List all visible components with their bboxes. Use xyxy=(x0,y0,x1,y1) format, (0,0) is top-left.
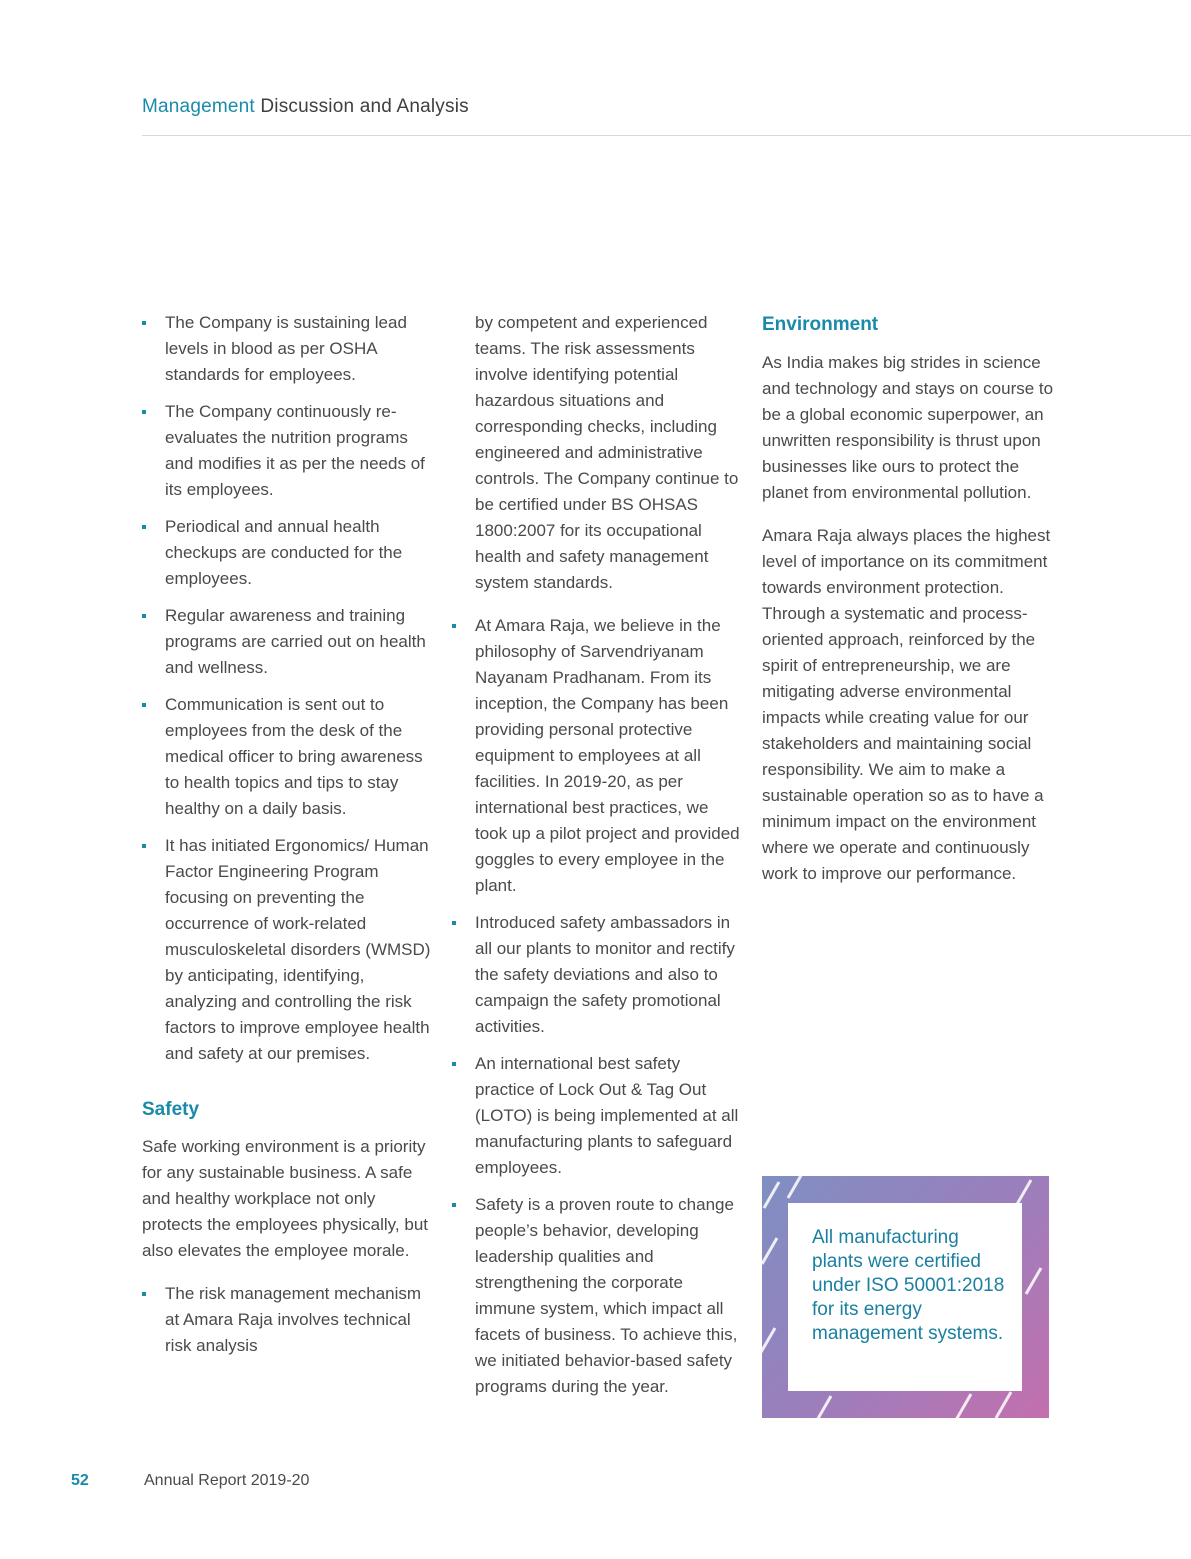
environment-paragraph: As India makes big strides in science and technology and stays on course to be a global economic superpower, an unwritten responsibility is thrust upon businesses like ours to protect the planet from environmental pollution. xyxy=(762,353,1054,502)
bullet-icon xyxy=(142,525,146,529)
footer-title: Annual Report 2019-20 xyxy=(144,1472,310,1489)
list-item: Communication is sent out to employees from the desk of the medical officer to bring awareness to health topics and tips to stay healthy on a daily basis. xyxy=(142,692,434,822)
environment-paragraph: Amara Raja always places the highest level of importance on its commitment towards environment protection. Through a systematic and process-oriented approach, reinforced by the spirit of entrepreneurship, we are mitigating adverse environmental impacts while creating value for our stakeholders and maintaining social responsibility. We aim to make a sustainable operation so as to have a minimum impact on the environment where we operate and continuously work to improve our performance. xyxy=(762,526,1051,883)
bullet-icon xyxy=(142,1292,146,1296)
list-item: The Company continuously re-evaluates the nutrition programs and modifies it as per the needs of its employees. xyxy=(142,399,434,503)
column-right xyxy=(762,310,1054,904)
header-divider xyxy=(142,135,1191,136)
list-item: It has initiated Ergonomics/ Human Factor Engineering Program focusing on preventing the occurrence of work-related musculoskeletal disorders (WMSD) by anticipating, identifying, analyzing and controlling the risk factors to improve employee health and safety at our premises. xyxy=(142,833,434,1067)
environment-heading: Environment xyxy=(762,314,879,335)
header-title: Discussion and Analysis xyxy=(260,96,469,117)
bullet-icon xyxy=(142,844,146,848)
list-item: The risk management mechanism at Amara Raja involves technical risk analysis xyxy=(142,1281,434,1359)
page-header xyxy=(142,96,469,118)
risk-bullet-continuation: by competent and experienced teams. The risk assessments involve identifying potential hazardous situations and corresponding checks, including engineered and administrative controls. The Company continue to be certified under BS OHSAS 1800:2007 for its occupational health and safety management system standards. xyxy=(475,313,739,592)
bullet-icon xyxy=(452,624,456,628)
risk-bullet-list xyxy=(142,1281,434,1359)
list-item: At Amara Raja, we believe in the philosophy of Sarvendriyanam Nayanam Pradhanam. From its inception, the Company has been providing personal protective equipment to employees at all facilities. In 2019-20, as per international best practices, we took up a pilot project and provided goggles to every employee in the plant. xyxy=(452,613,742,899)
list-item: An international best safety practice of Lock Out & Tag Out (LOTO) is being implemented at all manufacturing plants to safeguard employees. xyxy=(452,1051,742,1181)
header-accent: Management xyxy=(142,96,255,117)
safety-bullet-list xyxy=(452,613,742,1400)
callout-text: All manufacturing plants were certified under ISO 50001:2018 for its energy management systems. xyxy=(812,1227,1005,1344)
safety-heading: Safety xyxy=(142,1099,200,1120)
callout-text-container xyxy=(762,1176,1049,1418)
list-item: Safety is a proven route to change people’s behavior, developing leadership qualities and strengthening the corporate immune system, which impact all facets of business. To achieve this, we initiated behavior-based safety programs during the year. xyxy=(452,1192,742,1400)
page-number: 52 xyxy=(71,1472,89,1489)
column-left xyxy=(142,310,434,1370)
column-middle xyxy=(452,310,742,1411)
bullet-icon xyxy=(142,614,146,618)
bullet-icon xyxy=(452,1203,456,1207)
safety-paragraph: Safe working environment is a priority for any sustainable business. A safe and healthy workplace not only protects the employees physically, but also elevates the employee morale. xyxy=(142,1137,428,1260)
list-item: The Company is sustaining lead levels in blood as per OSHA standards for employees. xyxy=(142,310,434,388)
health-bullet-list xyxy=(142,310,434,1067)
bullet-icon xyxy=(142,321,146,325)
bullet-icon xyxy=(142,703,146,707)
list-item: Periodical and annual health checkups are conducted for the employees. xyxy=(142,514,434,592)
list-item: Regular awareness and training programs are carried out on health and wellness. xyxy=(142,603,434,681)
bullet-icon xyxy=(142,410,146,414)
bullet-icon xyxy=(452,921,456,925)
list-item: Introduced safety ambassadors in all our plants to monitor and rectify the safety deviations and also to campaign the safety promotional activities. xyxy=(452,910,742,1040)
bullet-icon xyxy=(452,1062,456,1066)
